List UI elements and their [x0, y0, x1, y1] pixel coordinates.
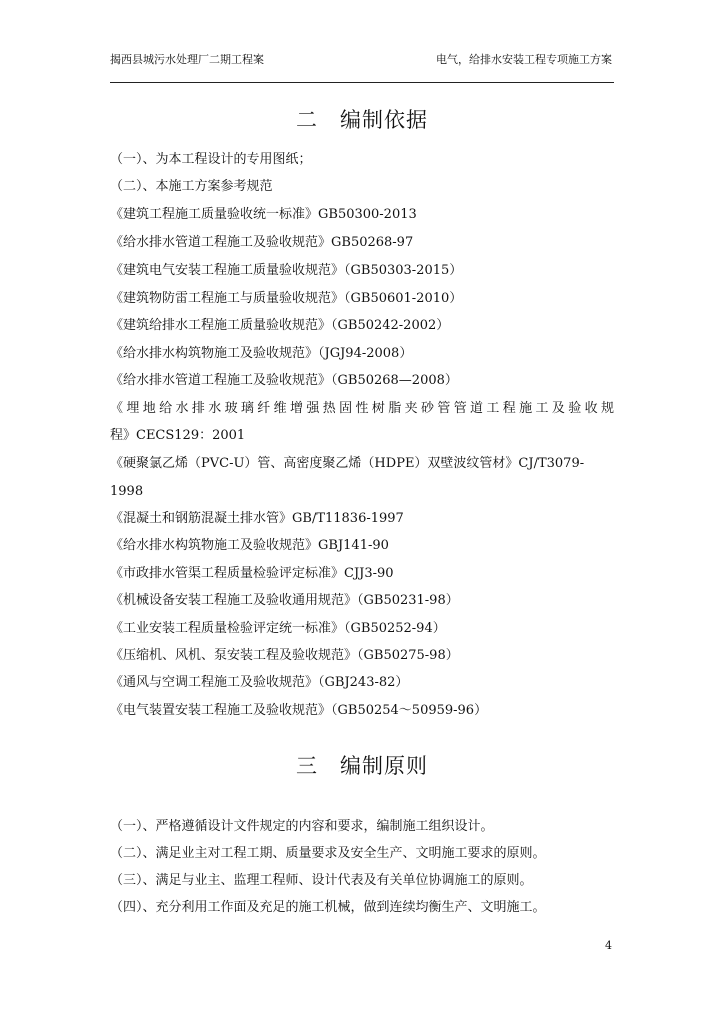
reference-standard: 《工业安装工程质量检验评定统一标准》（GB50252-94）: [110, 621, 446, 636]
section-2-line: （二）、本施工方案参考规范: [110, 179, 273, 194]
reference-standard: 《给水排水构筑物施工及验收规范》（JGJ94-2008）: [110, 346, 413, 361]
reference-standard: 《给水排水管道工程施工及验收规范》GB50268-97: [110, 235, 414, 250]
header-document-title: 电气，给排水安装工程专项施工方案: [436, 53, 612, 66]
principle-item: （三）、满足与业主、监理工程师、设计代表及有关单位协调施工的原则。: [110, 873, 533, 888]
reference-standard: 《混凝土和钢筋混凝土排水管》GB/T11836-1997: [110, 511, 404, 526]
principle-item: （一）、严格遵循设计文件规定的内容和要求，编制施工组织设计。: [110, 819, 494, 834]
header-divider: [110, 82, 614, 83]
reference-standard: 《给水排水构筑物施工及验收规范》GBJ141-90: [110, 538, 389, 553]
principle-item: （四）、充分利用工作面及充足的施工机械，做到连续均衡生产、文明施工。: [110, 900, 546, 915]
reference-standard: 《硬聚氯乙烯（PVC-U）管、高密度聚乙烯（HDPE）双壁波纹管材》CJ/T3079-: [110, 456, 585, 471]
reference-standard: 《市政排水管渠工程质量检验评定标准》CJJ3-90: [110, 566, 394, 581]
principle-item: （二）、满足业主对工程工期、质量要求及安全生产、文明施工要求的原则。: [110, 846, 546, 861]
reference-standard: 《给水排水管道工程施工及验收规范》（GB50268—2008）: [110, 373, 458, 388]
section-2-line: （一）、为本工程设计的专用图纸；: [110, 152, 312, 167]
section-3-title: 编制原则: [340, 754, 428, 778]
section-3-number: 三: [296, 754, 318, 778]
reference-standard: 《建筑给排水工程施工质量验收规范》（GB50242-2002）: [110, 318, 450, 333]
section-2-title: 编制依据: [340, 108, 428, 132]
reference-standard: 《建筑物防雷工程施工与质量验收规范》（GB50601-2010）: [110, 291, 463, 306]
reference-standard: 《通风与空调工程施工及验收规范》（GBJ243-82）: [110, 675, 409, 690]
reference-standard: 《压缩机、风机、泵安装工程及验收规范》（GB50275-98）: [110, 648, 459, 663]
header-project-name: 揭西县城污水处理厂二期工程案: [110, 53, 264, 66]
reference-standard: 《机械设备安装工程施工及验收通用规范》（GB50231-98）: [110, 593, 459, 608]
reference-standard: 《建筑电气安装工程施工质量验收规范》（GB50303-2015）: [110, 263, 463, 278]
reference-standard: 《埋地给水排水玻璃纤维增强热固性树脂夹砂管管道工程施工及验收规: [110, 401, 614, 416]
reference-standard: 《建筑工程施工质量验收统一标准》GB50300-2013: [110, 207, 417, 222]
section-2-heading: [110, 104, 614, 134]
reference-standard-continued: 程》CECS129：2001: [110, 428, 246, 443]
reference-standard-continued: 1998: [110, 484, 144, 499]
reference-standard: 《电气装置安装工程施工及验收规范》（GB50254～50959-96）: [110, 703, 488, 718]
section-3-heading: [110, 750, 614, 780]
page-number: 4: [605, 939, 612, 952]
section-2-number: 二: [296, 108, 318, 132]
